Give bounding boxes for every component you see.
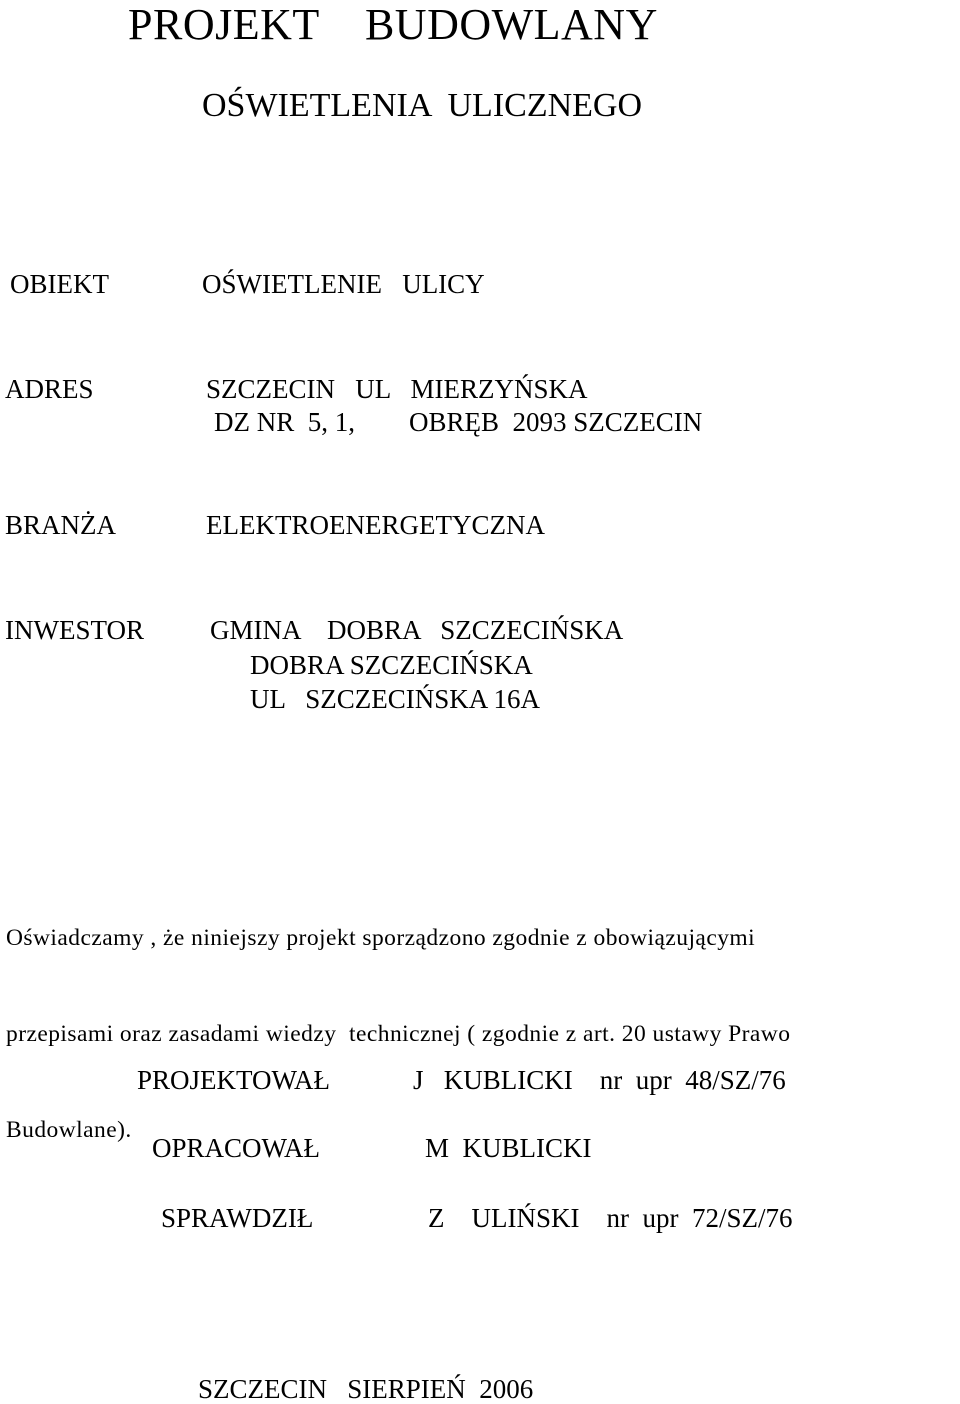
checked-by-person: Z ULIŃSKI nr upr 72/SZ/76	[428, 1203, 793, 1233]
designed-by-role: PROJEKTOWAŁ	[137, 1065, 331, 1095]
branch-value: ELEKTROENERGETYCZNA	[206, 510, 545, 540]
address-line-1: SZCZECIN UL MIERZYŃSKA	[206, 374, 588, 404]
investor-label: INWESTOR	[5, 615, 144, 645]
declaration-line-3: Budowlane).	[6, 1117, 132, 1143]
declaration-line-1: Oświadczamy , że niniejszy projekt sporządzono zgodnie z obowiązującymi	[6, 925, 756, 951]
document-title: PROJEKT BUDOWLANY	[128, 0, 658, 49]
address-label: ADRES	[5, 374, 94, 404]
designed-by-person: J KUBLICKI nr upr 48/SZ/76	[413, 1065, 786, 1095]
document-subtitle: OŚWIETLENIA ULICZNEGO	[202, 87, 643, 124]
prepared-by-person: M KUBLICKI	[425, 1133, 592, 1163]
investor-line-2: DOBRA SZCZECIŃSKA	[250, 650, 533, 680]
prepared-by-role: OPRACOWAŁ	[152, 1133, 321, 1163]
declaration-line-2: przepisami oraz zasadami wiedzy technicznej ( zgodnie z art. 20 ustawy Prawo	[6, 1021, 791, 1047]
object-value: OŚWIETLENIE ULICY	[202, 269, 485, 299]
object-label: OBIEKT	[10, 269, 109, 299]
investor-line-3: UL SZCZECIŃSKA 16A	[250, 684, 541, 714]
checked-by-role: SPRAWDZIŁ	[161, 1203, 314, 1233]
branch-label: BRANŻA	[5, 510, 117, 540]
address-line-2: DZ NR 5, 1, OBRĘB 2093 SZCZECIN	[214, 407, 703, 437]
investor-line-1: GMINA DOBRA SZCZECIŃSKA	[210, 615, 624, 645]
place-and-date: SZCZECIN SIERPIEŃ 2006	[198, 1374, 534, 1404]
